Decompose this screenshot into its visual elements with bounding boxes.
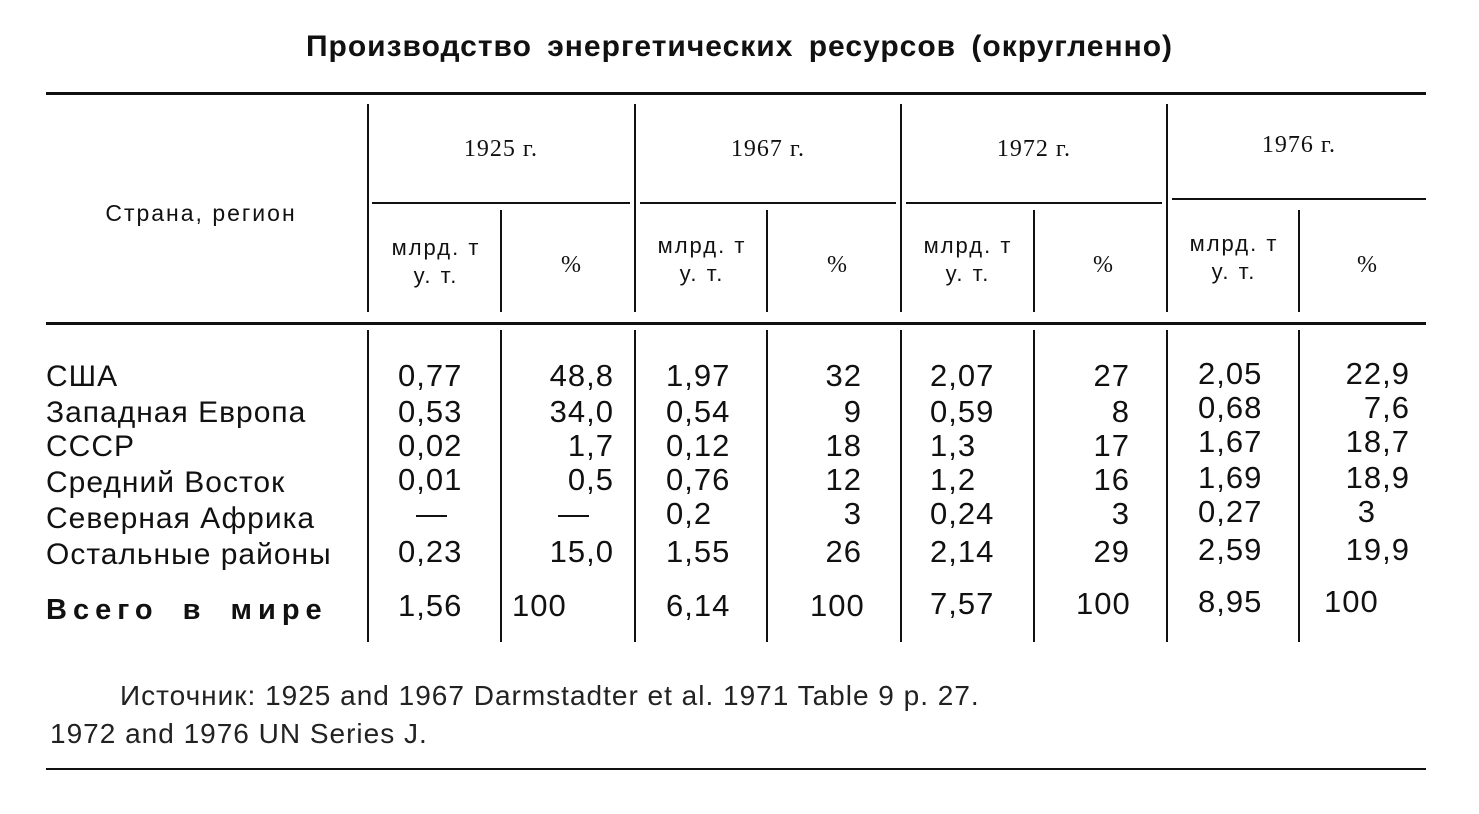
row-label-other-regions: Остальные районы [46,538,332,571]
unit-header-1972 [906,232,1030,288]
divider-1976-sub-body [1298,330,1300,642]
row-label-middle-east: Средний Восток [46,466,286,499]
year-header-1976: 1976 г. [1261,132,1337,158]
divider-1967-body [634,330,636,642]
cell: 1,97 [666,358,731,393]
bottom-rule [46,768,1426,770]
year-header-1972: 1972 г. [996,136,1072,162]
year-1976-underline [1172,198,1426,200]
row-label-usa: США [46,360,119,393]
divider-1967-sub [766,210,768,312]
source-note-line2: 1972 and 1976 UN Series J. [50,718,428,749]
cell: 17 [1093,428,1130,463]
cell: 0,02 [398,428,463,463]
divider-1976-body [1166,330,1168,642]
unit-line1: млрд. т [923,233,1013,258]
pct-header-1972: % [1093,252,1113,278]
table-title: Производство энергетических ресурсов (округленно) [305,30,1174,63]
divider-region-body [367,330,369,642]
cell: 0,5 [567,462,614,497]
cell: 7,57 [930,586,995,621]
cell: 26 [825,534,862,569]
top-rule [46,92,1426,95]
cell: 3 [1357,494,1376,529]
cell: 1,7 [567,428,614,463]
cell: 12 [825,462,862,497]
cell: 3 [1111,496,1130,531]
cell: — [416,496,448,531]
cell: 32 [825,358,862,393]
cell: 100 [810,588,865,623]
cell: 3 [843,496,862,531]
cell: 100 [512,588,567,623]
cell: 1,55 [666,534,731,569]
unit-line1: млрд. т [391,235,481,260]
cell: — [558,496,590,531]
divider-1972-sub [1033,210,1035,312]
cell: 19,9 [1345,532,1410,567]
year-header-1925: 1925 г. [463,136,539,162]
cell: 16 [1093,462,1130,497]
year-1925-underline [372,202,630,204]
pct-header-1976: % [1357,252,1377,278]
row-label-western-europe: Западная Европа [46,396,307,429]
divider-1976-sub [1298,210,1300,312]
cell: 0,59 [930,394,995,429]
cell: 7,6 [1363,390,1410,425]
cell: 2,05 [1198,356,1263,391]
region-column-header: Страна, регион [105,200,297,226]
cell: 8,95 [1198,584,1263,619]
divider-1967-sub-body [766,330,768,642]
unit-header-1976 [1172,230,1296,286]
cell: 0,01 [398,462,463,497]
source-note-line1: Источник: 1925 and 1967 Darmstadter et al. 1971 Table 9 p. 27. [120,680,980,711]
year-header-1967: 1967 г. [730,136,806,162]
unit-line2: у. т. [679,261,725,286]
cell: 0,77 [398,358,463,393]
cell: 18,9 [1345,460,1410,495]
pct-header-1925: % [561,252,581,278]
cell: 8 [1111,394,1130,429]
row-label-ussr: СССР [46,430,136,463]
unit-line1: млрд. т [1189,231,1279,256]
cell: 0,76 [666,462,731,497]
cell: 0,2 [666,496,713,531]
cell: 22,9 [1345,356,1410,391]
cell: 27 [1093,358,1130,393]
cell: 0,27 [1198,494,1263,529]
header-bottom-rule [46,322,1426,325]
cell: 1,3 [930,428,977,463]
year-1967-underline [640,202,896,204]
divider-1976 [1166,104,1168,312]
pct-header-1967: % [827,252,847,278]
cell: 29 [1093,534,1130,569]
cell: 18,7 [1345,424,1410,459]
divider-1972-sub-body [1033,330,1035,642]
cell: 0,12 [666,428,731,463]
unit-line2: у. т. [1211,259,1257,284]
divider-1972 [900,104,902,312]
divider-1925-sub [500,210,502,312]
cell: 1,56 [398,588,463,623]
cell: 1,67 [1198,424,1263,459]
cell: 34,0 [549,394,614,429]
divider-1972-body [900,330,902,642]
cell: 2,59 [1198,532,1263,567]
cell: 18 [825,428,862,463]
year-1972-underline [906,202,1162,204]
cell: 100 [1076,586,1131,621]
cell: 2,07 [930,358,995,393]
cell: 9 [843,394,862,429]
cell: 1,2 [930,462,977,497]
cell: 1,69 [1198,460,1263,495]
unit-header-1967 [640,232,764,288]
cell: 15,0 [549,534,614,569]
cell: 0,24 [930,496,995,531]
cell: 0,54 [666,394,731,429]
cell: 0,53 [398,394,463,429]
cell: 6,14 [666,588,731,623]
unit-line2: у. т. [945,261,991,286]
cell: 0,23 [398,534,463,569]
unit-line2: у. т. [413,263,459,288]
divider-1925-sub-body [500,330,502,642]
cell: 100 [1324,584,1379,619]
cell: 48,8 [549,358,614,393]
row-label-world-total: Всего в мире [46,594,328,626]
divider-1967 [634,104,636,312]
unit-header-1925 [374,234,498,290]
unit-line1: млрд. т [657,233,747,258]
row-label-north-africa: Северная Африка [46,502,316,535]
cell: 2,14 [930,534,995,569]
cell: 0,68 [1198,390,1263,425]
divider-region [367,104,369,312]
